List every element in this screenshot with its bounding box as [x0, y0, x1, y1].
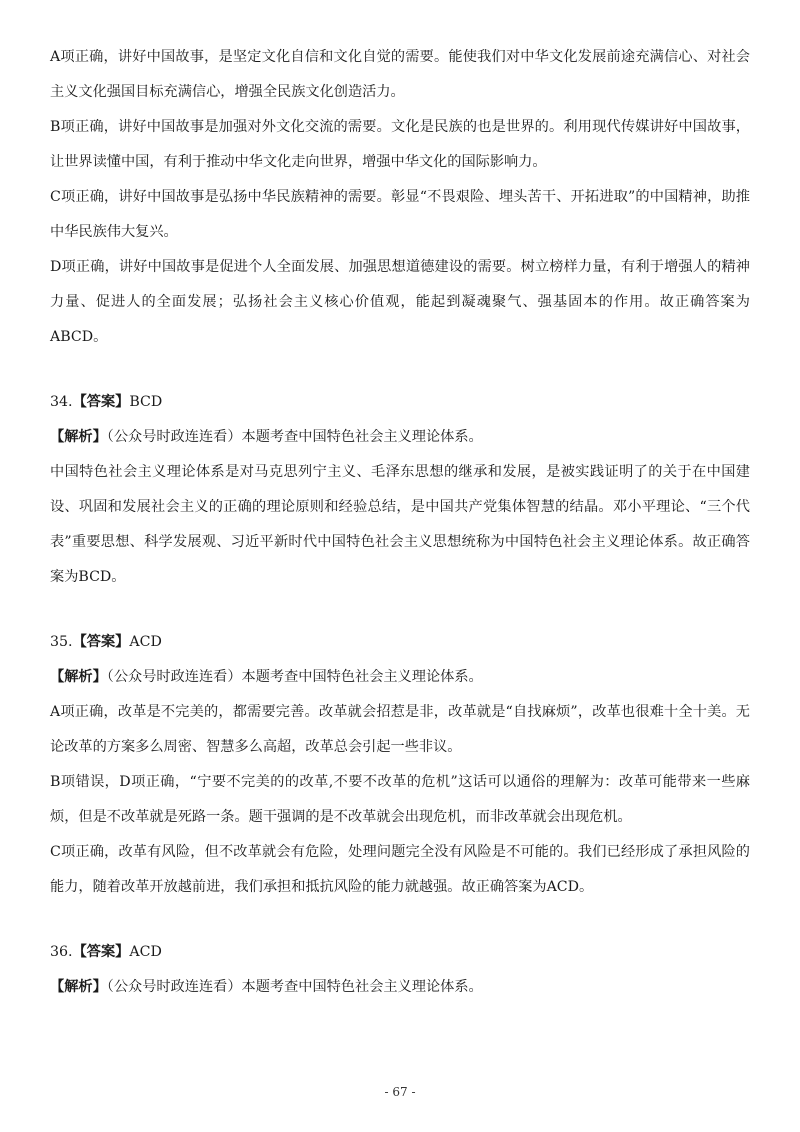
analysis-line	[50, 420, 750, 455]
answer-value: ACD	[129, 944, 162, 960]
answer-value: ACD	[129, 634, 162, 650]
question-number: 36.	[50, 944, 73, 960]
document-body	[50, 40, 750, 1005]
analysis-text: （公众号时政连连看）本题考查中国特色社会主义理论体系。	[106, 979, 483, 995]
section-gap	[50, 355, 750, 385]
section-gap	[50, 595, 750, 625]
page-number: - 67 -	[384, 1085, 416, 1099]
analysis-label: 【解析】	[50, 669, 107, 685]
paragraph: 中国特色社会主义理论体系是对马克思列宁主义、毛泽东思想的继承和发展，是被实践证明了的关于在中国建设、巩固和发展社会主义的正确的理论原则和经验总结，是中国共产党集体智慧的结晶。邓小平理论、“三个代表”重要思想、科学发展观、习近平新时代中国特色社会主义思想统称为中国特色社会主义理论体系。故正确答案为BCD。	[50, 464, 750, 585]
paragraph: C项正确，改革有风险，但不改革就会有危险，处理问题完全没有风险是不可能的。我们已经形成了承担风险的能力，随着改革开放越前进，我们承担和抵抗风险的能力就越强。故正确答案为ACD。	[50, 844, 750, 895]
paragraph: A项正确，改革是不完美的，都需要完善。改革就会招惹是非，改革就是“自找麻烦”，改革也很难十全十美。无论改革的方案多么周密、智慧多么高超，改革总会引起一些非议。	[50, 704, 750, 755]
answer-value: BCD	[129, 394, 163, 410]
answer-line	[50, 935, 750, 970]
answer-line	[50, 625, 750, 660]
paragraph: D项正确，讲好中国故事是促进个人全面发展、加强思想道德建设的需要。树立榜样力量，有利于增强人的精神力量、促进人的全面发展；弘扬社会主义核心价值观，能起到凝魂聚气、强基固本的作用。故正确答案为ABCD。	[50, 259, 750, 345]
paragraph: B项正确，讲好中国故事是加强对外文化交流的需要。文化是民族的也是世界的。利用现代传媒讲好中国故事，让世界读懂中国，有利于推动中华文化走向世界，增强中华文化的国际影响力。	[50, 119, 750, 170]
analysis-label: 【解析】	[50, 429, 107, 445]
question-number: 35.	[50, 634, 73, 650]
analysis-line	[50, 660, 750, 695]
paragraph: C项正确，讲好中国故事是弘扬中华民族精神的需要。彰显“不畏艰险、埋头苦干、开拓进取”的中国精神，助推中华民族伟大复兴。	[50, 189, 750, 240]
answer-label: 【答案】	[72, 634, 130, 650]
analysis-line	[50, 970, 750, 1005]
paragraph: A项正确，讲好中国故事，是坚定文化自信和文化自觉的需要。能使我们对中华文化发展前途充满信心、对社会主义文化强国目标充满信心，增强全民族文化创造活力。	[50, 49, 750, 100]
answer-label: 【答案】	[72, 394, 130, 410]
section-gap	[50, 905, 750, 935]
answer-line	[50, 385, 750, 420]
analysis-text: （公众号时政连连看）本题考查中国特色社会主义理论体系。	[106, 669, 483, 685]
answer-label: 【答案】	[72, 944, 130, 960]
question-number: 34.	[50, 394, 73, 410]
analysis-text: （公众号时政连连看）本题考查中国特色社会主义理论体系。	[106, 429, 483, 445]
paragraph: B项错误，D项正确，“宁要不完美的的改革,不要不改革的危机”这话可以通俗的理解为：改革可能带来一些麻烦，但是不改革就是死路一条。题干强调的是不改革就会出现危机，而非改革就会出现危机。	[50, 774, 750, 825]
analysis-label: 【解析】	[50, 979, 107, 995]
